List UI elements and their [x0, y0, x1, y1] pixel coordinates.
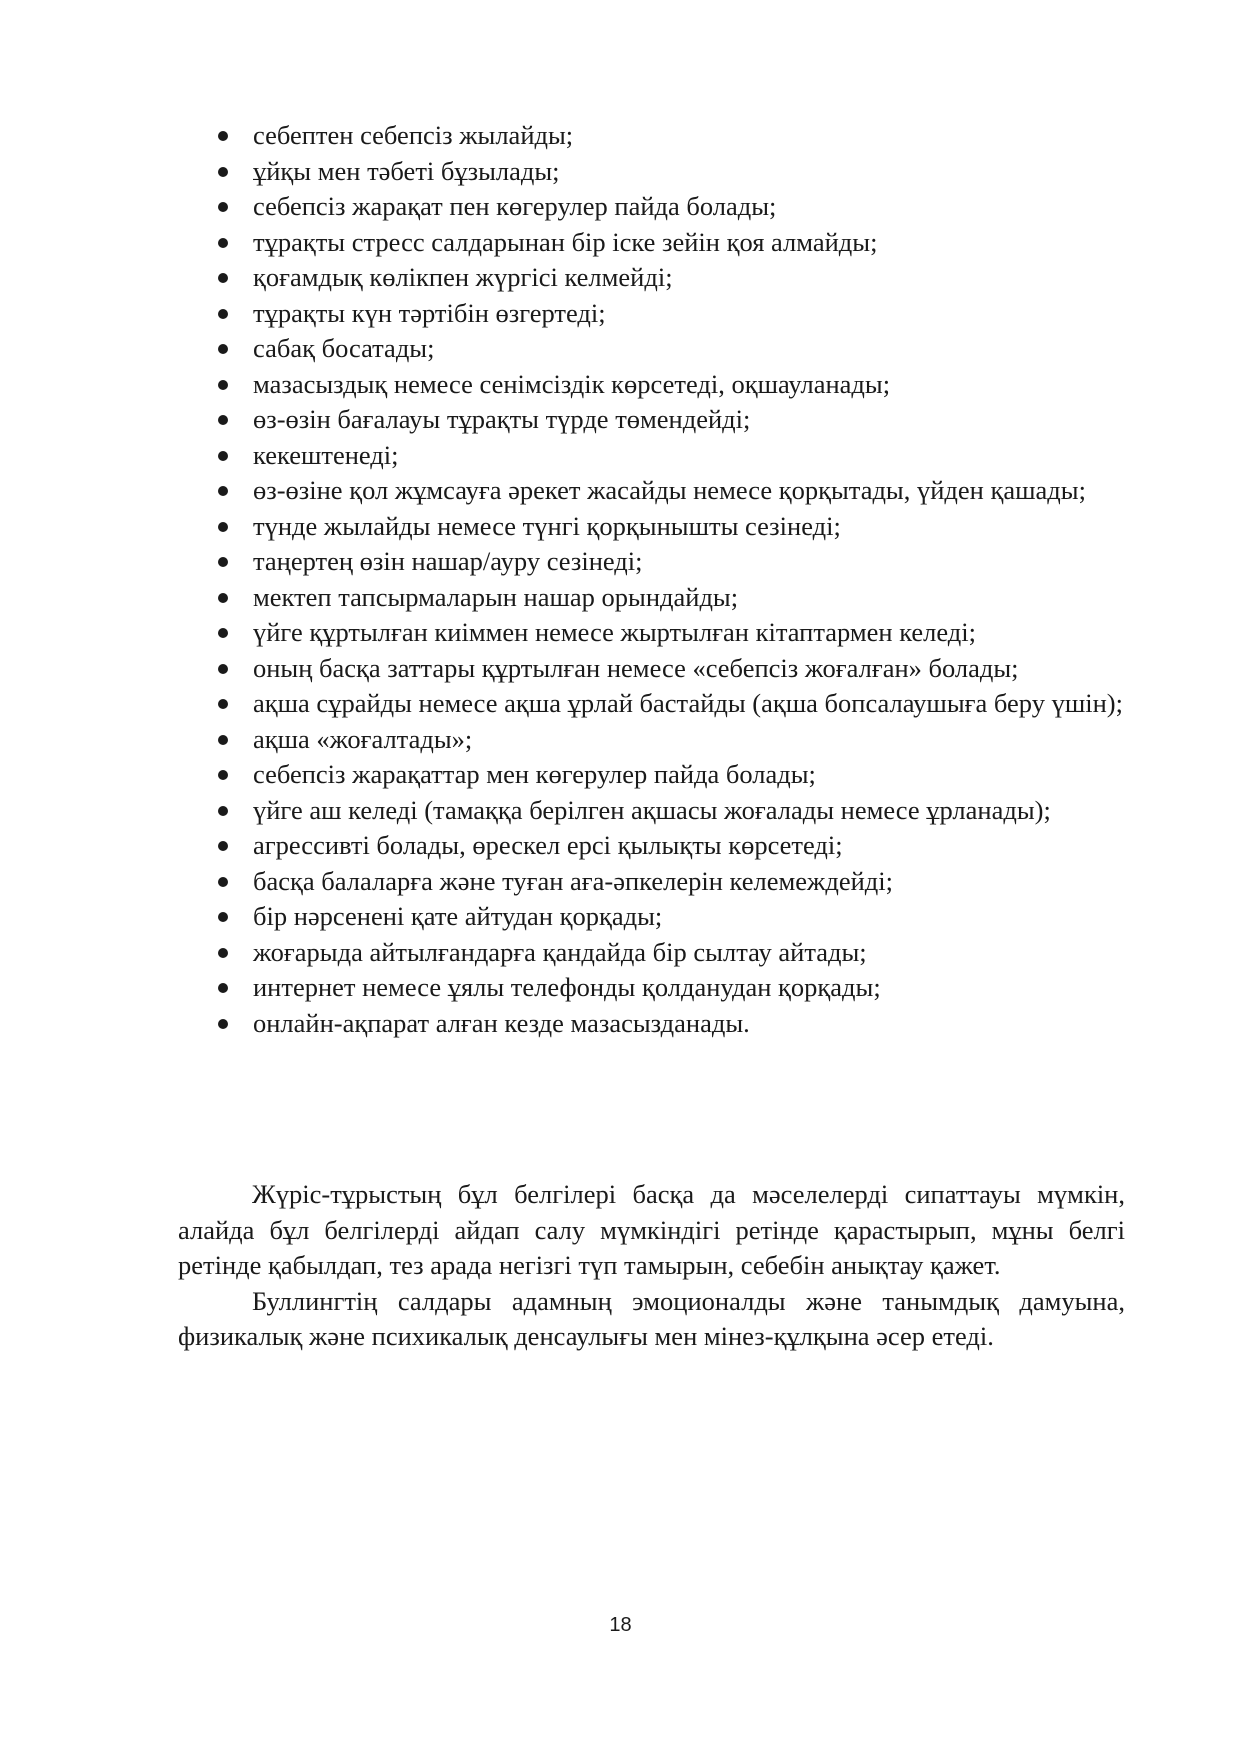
list-item-text: тұрақты стресс салдарынан бір іске зейін қоя алмайды;	[253, 226, 878, 257]
list-item	[215, 899, 1125, 935]
list-item-text: бір нәрсенені қате айтудан қорқады;	[253, 901, 663, 931]
list-item	[215, 828, 1125, 864]
list-item	[215, 615, 1125, 651]
bullet-icon	[218, 841, 228, 851]
bullet-icon	[218, 202, 228, 212]
list-item	[215, 935, 1125, 971]
list-item	[215, 154, 1125, 190]
list-item-text: басқа балаларға және туған аға-әпкелерін келемеждейді;	[253, 865, 893, 896]
paragraph-behavior-signs: Жүріс-тұрыстың бұл белгілері басқа да мәселелерді сипаттауы мүмкін, алайда бұл белгілерді айдап салу мүмкіндігі ретінде қарастырып, мұны белгі ретінде қабылдап, тез арада негізгі түп тамырын, себебін анықтау қажет.	[178, 1179, 1125, 1280]
bullet-icon	[218, 1019, 228, 1029]
list-item-text: онлайн-ақпарат алған кезде мазасызданады.	[253, 1007, 750, 1038]
list-item	[215, 260, 1125, 296]
bullet-icon	[218, 735, 228, 745]
bullet-icon	[218, 344, 228, 354]
bullet-icon	[218, 948, 228, 958]
list-item-text: жоғарыда айтылғандарға қандайда бір сылтау айтады;	[253, 936, 867, 967]
paragraph-bullying-consequences: Буллингтің салдары адамның эмоционалды және танымдық дамуына, физикалық және психикалық денсаулығы мен мінез-құлқына әсер етеді.	[178, 1285, 1125, 1351]
list-item-text: оның басқа заттары құртылған немесе «себепсіз жоғалған» болады;	[253, 652, 1019, 683]
bullet-icon	[218, 273, 228, 283]
list-item-text: мектеп тапсырмаларын нашар орындайды;	[253, 581, 739, 612]
list-item-text: ұйқы мен тәбеті бұзылады;	[253, 155, 560, 186]
bullet-icon	[218, 593, 228, 603]
list-item	[215, 509, 1125, 545]
bullet-icon	[218, 415, 228, 425]
list-item	[215, 793, 1125, 829]
bullet-icon	[218, 451, 228, 461]
bullet-icon	[218, 167, 228, 177]
list-item	[215, 225, 1125, 261]
list-item	[215, 473, 1125, 509]
list-item	[215, 367, 1125, 403]
bullet-icon	[218, 309, 228, 319]
list-item	[215, 970, 1125, 1006]
list-item-text: себептен себепсіз жылайды;	[253, 120, 574, 150]
list-item-text: себепсіз жарақаттар мен көгерулер пайда болады;	[253, 759, 816, 789]
list-item-text: кекештенеді;	[253, 439, 399, 470]
list-item	[215, 1006, 1125, 1042]
list-item	[215, 118, 1125, 154]
list-item	[215, 757, 1125, 793]
bullet-icon	[218, 770, 228, 780]
bullet-icon	[218, 912, 228, 922]
body-text	[178, 1177, 1125, 1355]
bullet-icon	[218, 699, 228, 709]
bullet-icon	[218, 486, 228, 496]
page-number: 18	[609, 1614, 632, 1636]
list-item-text: өз-өзін бағалауы тұрақты түрде төмендейді;	[253, 404, 751, 434]
list-item	[215, 438, 1125, 474]
list-item-text: үйге құртылған киіммен немесе жыртылған кітаптармен келеді;	[253, 617, 977, 647]
bullet-icon	[218, 628, 228, 638]
list-item	[215, 722, 1125, 758]
list-item-text: мазасыздық немесе сенімсіздік көрсетеді, оқшауланады;	[253, 368, 891, 399]
bullet-icon	[218, 131, 228, 141]
list-item-text: себепсіз жарақат пен көгерулер пайда болады;	[253, 191, 777, 221]
list-item	[215, 296, 1125, 332]
list-item-text: агрессивті болады, өрескел ерсі қылықты көрсетеді;	[253, 830, 843, 860]
list-item	[215, 402, 1125, 438]
symptom-bullet-list	[215, 118, 1125, 1041]
list-item-text: үйге аш келеді (тамаққа берілген ақшасы жоғалады немесе ұрланады);	[253, 794, 1051, 825]
list-item-text: сабақ босатады;	[253, 333, 435, 363]
list-item	[215, 580, 1125, 616]
bullet-icon	[218, 877, 228, 887]
bullet-icon	[218, 983, 228, 993]
list-item	[215, 864, 1125, 900]
list-item-text: ақша сұрайды немесе ақша ұрлай бастайды (ақша бопсалаушыға беру үшін);	[253, 688, 1123, 718]
bullet-icon	[218, 522, 228, 532]
list-item-text: тұрақты күн тәртібін өзгертеді;	[253, 297, 606, 328]
bullet-icon	[218, 380, 228, 390]
bullet-icon	[218, 664, 228, 674]
bullet-icon	[218, 806, 228, 816]
list-item-text: ақша «жоғалтады»;	[253, 723, 473, 754]
list-item-text: түнде жылайды немесе түнгі қорқынышты сезінеді;	[253, 510, 841, 541]
list-item-text: өз-өзіне қол жұмсауға әрекет жасайды немесе қорқытады, үйден қашады;	[253, 475, 1086, 505]
list-item	[215, 686, 1125, 722]
bullet-icon	[218, 238, 228, 248]
list-item	[215, 651, 1125, 687]
bullet-icon	[218, 557, 228, 567]
list-item	[215, 544, 1125, 580]
list-item-text: таңертең өзін нашар/ауру сезінеді;	[253, 546, 643, 576]
list-item-text: қоғамдық көлікпен жүргісі келмейді;	[253, 262, 673, 292]
list-item	[215, 189, 1125, 225]
list-item	[215, 331, 1125, 367]
list-item-text: интернет немесе ұялы телефонды қолданудан қорқады;	[253, 972, 881, 1002]
